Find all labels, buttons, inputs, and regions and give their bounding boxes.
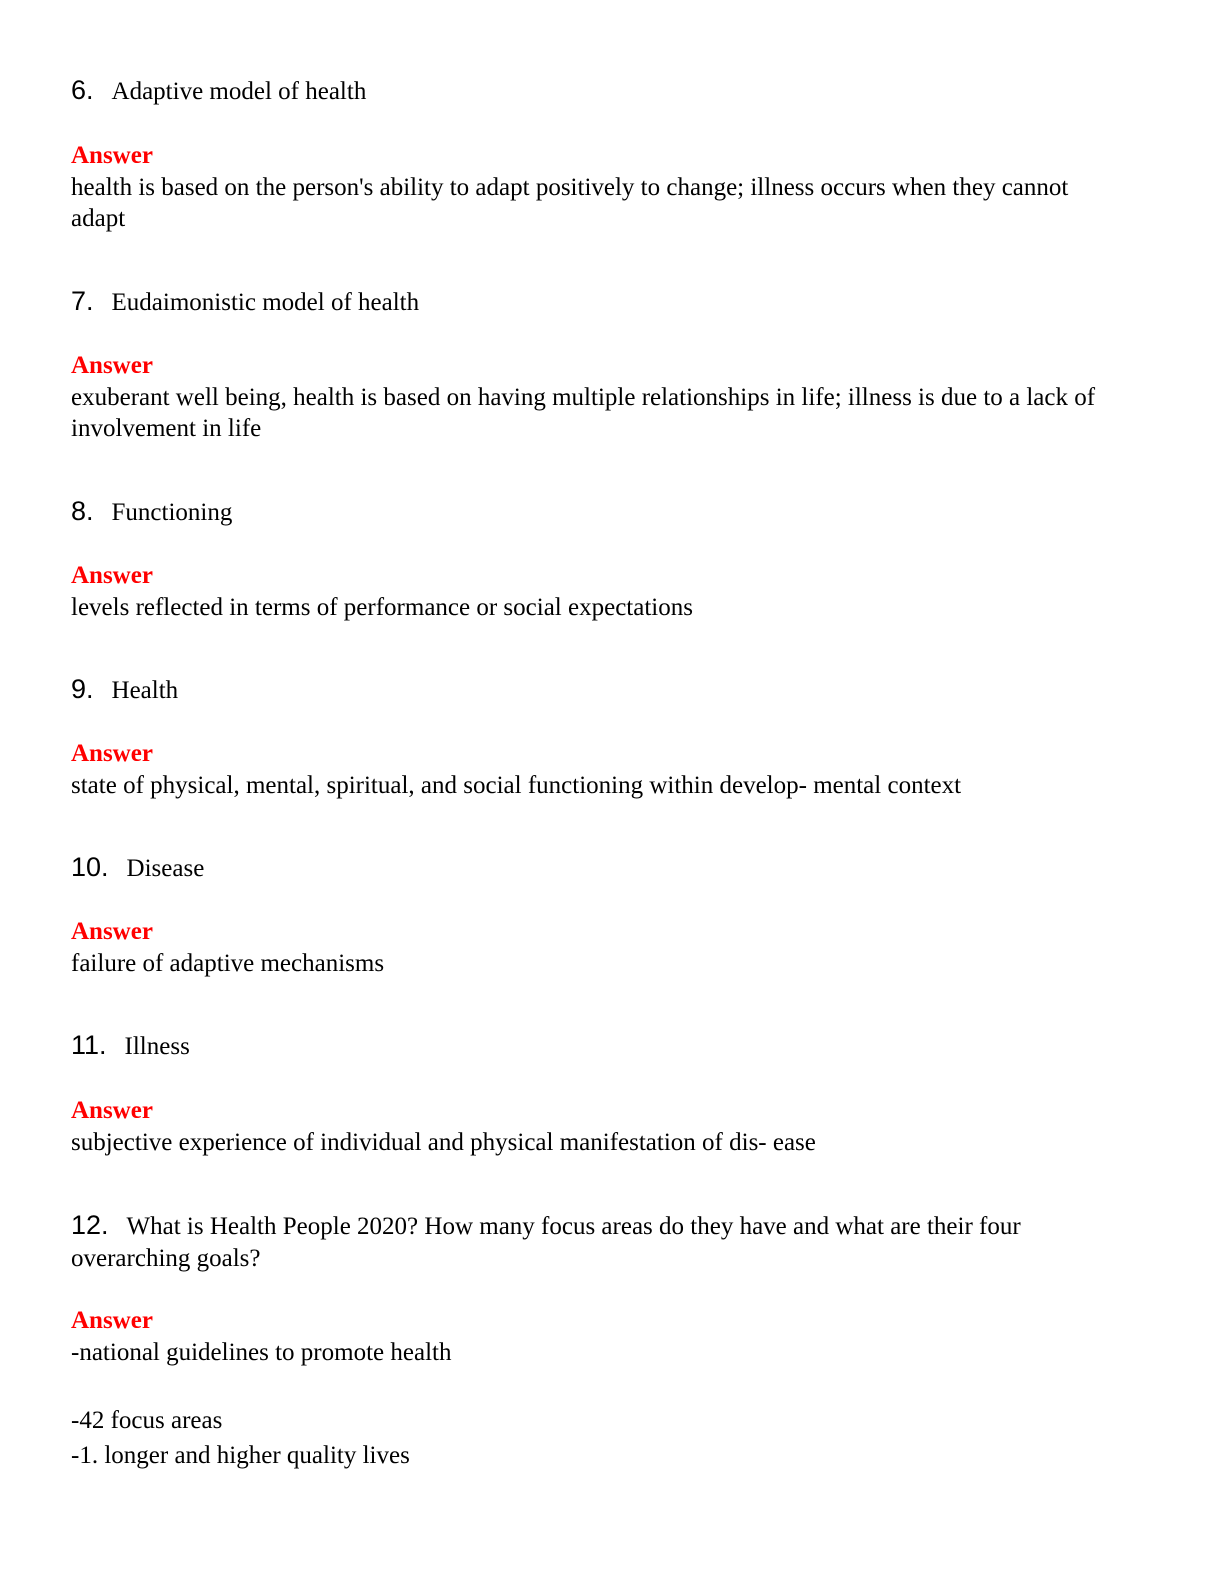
answer-text: subjective experience of individual and physical manifestation of dis- ease xyxy=(71,1129,816,1156)
question-number: 12. xyxy=(71,1210,109,1240)
question-12 xyxy=(71,1209,1131,1275)
question-number: 8. xyxy=(71,496,94,526)
answer-text: exuberant well being, health is based on having multiple relationships in life; illness is due to a lack of involvement in life xyxy=(71,384,1096,442)
question-6 xyxy=(71,74,1131,108)
answer-text: health is based on the person's ability to adapt positively to change; illness occurs when they cannot adapt xyxy=(71,174,1069,232)
answer-label: Answer xyxy=(71,740,153,767)
question-number: 10. xyxy=(71,852,109,882)
answer-label: Answer xyxy=(71,562,153,589)
answer-text: state of physical, mental, spiritual, and social functioning within develop- mental context xyxy=(71,772,962,799)
question-number: 7. xyxy=(71,286,94,316)
question-text: What is Health People 2020? How many focus areas do they have and what are their four overarching goals? xyxy=(71,1213,1021,1272)
answer-label: Answer xyxy=(71,918,153,945)
question-text: Adaptive model of health xyxy=(111,78,367,105)
answer-label: Answer xyxy=(71,1097,153,1124)
answer-label: Answer xyxy=(71,352,153,379)
question-number: 9. xyxy=(71,674,94,704)
question-text: Illness xyxy=(124,1033,190,1060)
question-text: Eudaimonistic model of health xyxy=(111,289,420,316)
answer-text: failure of adaptive mechanisms xyxy=(71,950,385,977)
question-text: Functioning xyxy=(111,499,233,526)
question-7 xyxy=(71,285,1131,319)
question-8 xyxy=(71,495,1131,529)
answer-label: Answer xyxy=(71,142,153,169)
answer-label: Answer xyxy=(71,1307,153,1334)
question-text: Health xyxy=(111,677,179,704)
question-10 xyxy=(71,851,1131,885)
question-text: Disease xyxy=(126,855,205,882)
question-number: 6. xyxy=(71,75,94,105)
question-number: 11. xyxy=(71,1030,107,1060)
answer-text: -national guidelines to promote health xyxy=(71,1339,452,1366)
answer-extra-line: -1. longer and higher quality lives xyxy=(71,1442,410,1469)
question-11 xyxy=(71,1029,1131,1063)
answer-text: levels reflected in terms of performance or social expectations xyxy=(71,594,693,621)
question-9 xyxy=(71,673,1131,707)
answer-extra-line: -42 focus areas xyxy=(71,1407,223,1434)
